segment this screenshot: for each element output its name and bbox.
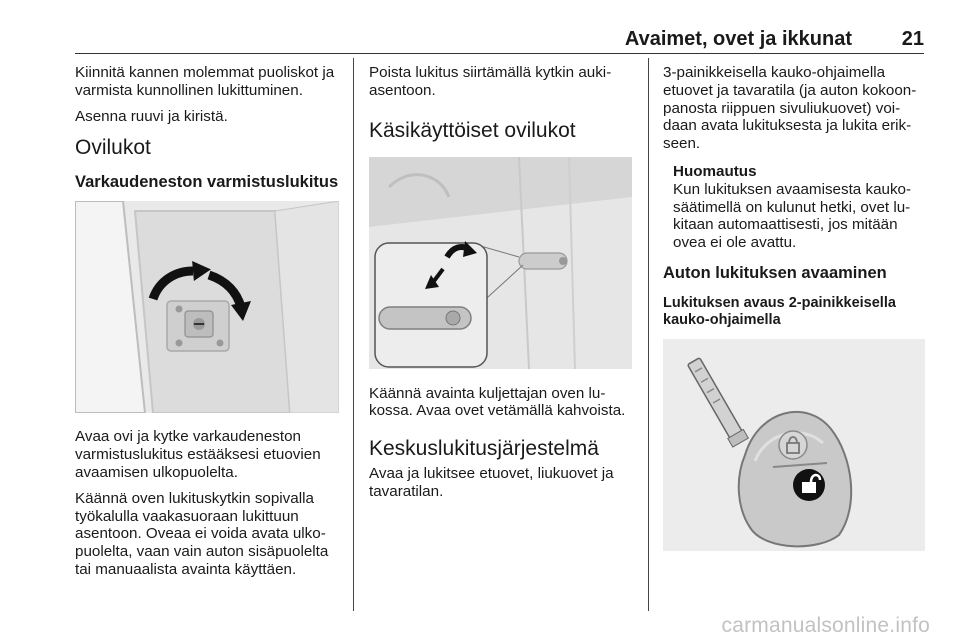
note-title: Huomautus bbox=[673, 162, 757, 180]
paragraph: Käännä avainta kuljettajan oven lukossa. Avaa ovet vetämällä kahvoista. bbox=[369, 384, 626, 420]
section-heading: Käsikäyttöiset ovilukot bbox=[369, 118, 576, 142]
section-heading: Keskuslukitusjärjestelmä bbox=[369, 437, 599, 461]
page-header bbox=[75, 26, 924, 54]
key-fob-illustration bbox=[663, 339, 925, 551]
subsection-heading: Auton lukituksen avaaminen bbox=[663, 263, 887, 282]
column-divider bbox=[353, 58, 354, 611]
child-lock-illustration bbox=[75, 201, 339, 413]
page-title: Avaimet, ovet ja ikkunat bbox=[624, 28, 852, 50]
paragraph: Avaa ja lukitsee etuovet, liukuovet ja tavaratilan. bbox=[369, 465, 614, 500]
door-lock-figure bbox=[75, 201, 339, 413]
column-divider bbox=[648, 58, 649, 611]
header-rule bbox=[75, 53, 924, 54]
door-handle-figure bbox=[369, 157, 632, 369]
paragraph: 3-painikkeisella kauko-ohjaimella etuovet ja tavaratila (ja auton kokoonpanosta riippuen sivuliukuovet) voidaan avata lukituksesta ja lukita erikseen. bbox=[663, 64, 917, 153]
paragraph: Poista lukitus siirtämällä kytkin aukiasentoon. bbox=[369, 64, 612, 99]
paragraph: Kiinnitä kannen molemmat puoliskot ja varmista kunnollinen lukittuminen. bbox=[75, 64, 335, 99]
paragraph: Asenna ruuvi ja kiristä. bbox=[75, 107, 228, 125]
page-number: 21 bbox=[901, 28, 924, 50]
column-2 bbox=[369, 64, 633, 509]
paragraph: Avaa ovi ja kytke varkaudeneston varmistuslukitus estääksesi etuovien avaamisen ulkopuolelta. bbox=[75, 428, 321, 481]
manual-lock-illustration bbox=[369, 157, 632, 369]
note-box bbox=[673, 163, 925, 252]
note-text: Kun lukituksen avaamisesta kaukosäätimellä on kulunut hetki, ovet lukitaan automaattisesti, jos mitään ovea ei ole avattu. bbox=[673, 180, 912, 252]
subsection-heading: Lukituksen avaus 2-painikkeisella kauko-ohjaimella bbox=[663, 294, 896, 328]
remote-key-figure bbox=[663, 339, 925, 551]
column-1 bbox=[75, 64, 341, 587]
paragraph: Käännä oven lukituskytkin sopivalla työkalulla vaakasuoraan lukittuun asentoon. Oveaa ei voida avata ulkopuolelta, vaan vain auton sisäpuolelta tai manuaalista avainta käyttäen. bbox=[75, 489, 329, 578]
section-heading: Ovilukot bbox=[75, 136, 151, 160]
watermark: carmanualsonline.info bbox=[721, 614, 930, 637]
column-3 bbox=[663, 64, 925, 551]
subsection-heading: Varkaudeneston varmistuslukitus bbox=[75, 173, 339, 192]
